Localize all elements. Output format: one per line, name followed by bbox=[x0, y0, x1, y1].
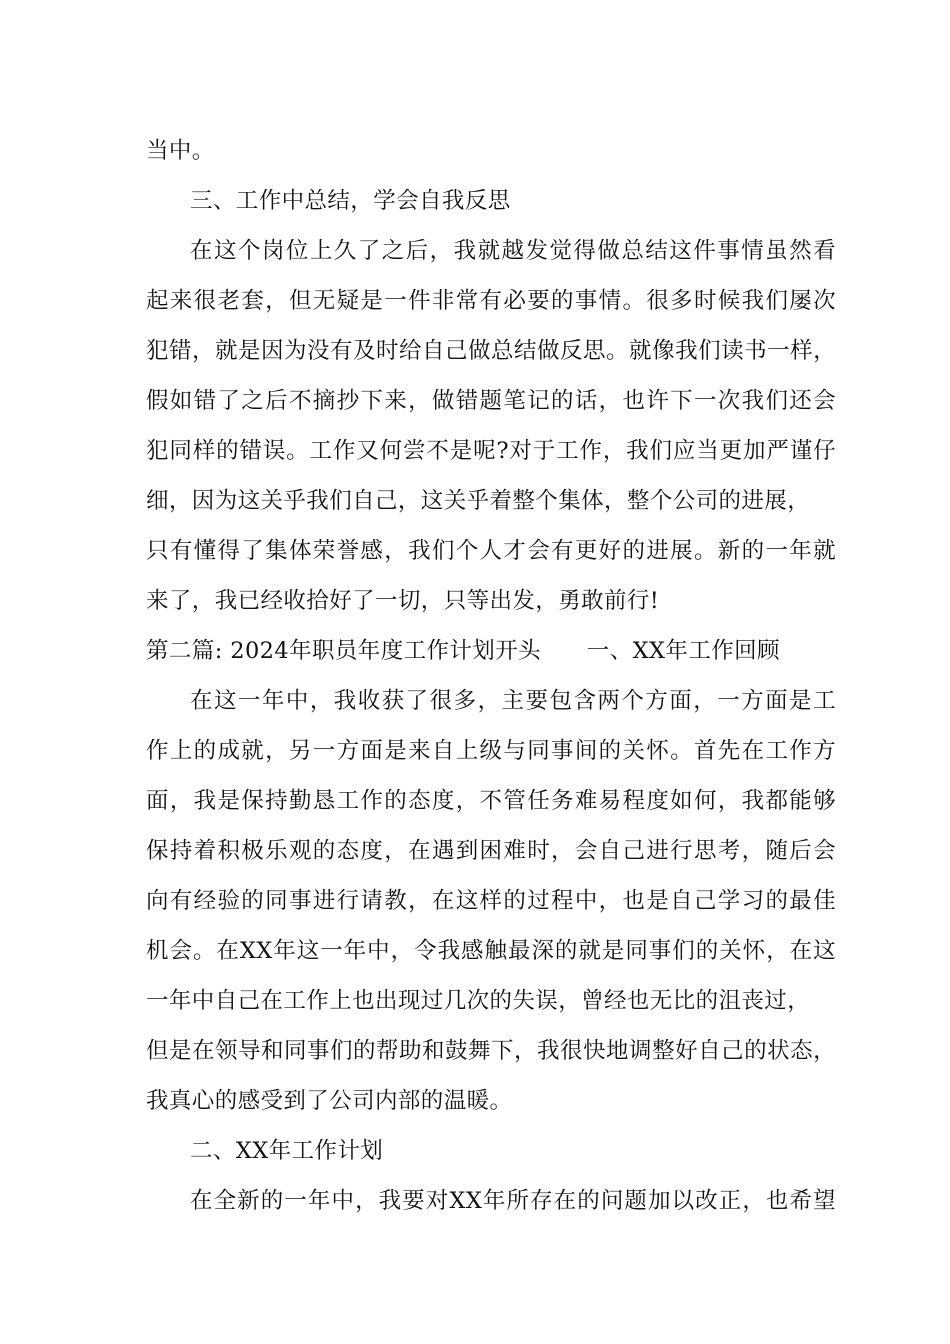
text-line: 只有懂得了集体荣誉感，我们个人才会有更好的进展。新的一年就 bbox=[146, 538, 836, 564]
text-line: 向有经验的同事进行请教，在这样的过程中，也是自己学习的最佳 bbox=[146, 888, 836, 914]
text-line: 面，我是保持勤恳工作的态度，不管任务难易程度如何，我都能够 bbox=[146, 788, 836, 814]
text-line: 在全新的一年中，我要对XX年所存在的问题加以改正，也希望 bbox=[190, 1188, 836, 1214]
section-heading: 二、XX年工作计划 bbox=[190, 1138, 384, 1164]
text-line: 当中。 bbox=[146, 138, 215, 164]
text-line: 来了，我已经收拾好了一切，只等出发，勇敢前行! bbox=[146, 588, 660, 614]
text-line: 犯同样的错误。工作又何尝不是呢?对于工作，我们应当更加严谨仔 bbox=[146, 438, 836, 464]
text-line: 一年中自己在工作上也出现过几次的失误，曾经也无比的沮丧过， bbox=[146, 988, 811, 1014]
text-line: 我真心的感受到了公司内部的温暖。 bbox=[146, 1088, 513, 1114]
text-line: 起来很老套，但无疑是一件非常有必要的事情。很多时候我们屡次 bbox=[146, 288, 836, 314]
text-line: 犯错，就是因为没有及时给自己做总结做反思。就像我们读书一样， bbox=[146, 338, 836, 364]
text-line: 在这一年中，我收获了很多，主要包含两个方面，一方面是工 bbox=[190, 688, 836, 714]
text-line: 细，因为这关乎我们自己，这关乎着整个集体，整个公司的进展， bbox=[146, 488, 811, 514]
chapter-heading: 第二篇: 2024年职员年度工作计划开头 一、XX年工作回顾 bbox=[146, 638, 780, 664]
text-line: 作上的成就，另一方面是来自上级与同事间的关怀。首先在工作方 bbox=[146, 738, 836, 764]
text-line: 保持着积极乐观的态度，在遇到困难时，会自己进行思考，随后会 bbox=[146, 838, 836, 864]
section-heading: 三、工作中总结，学会自我反思 bbox=[190, 188, 511, 214]
text-line: 机会。在XX年这一年中，令我感触最深的就是同事们的关怀，在这 bbox=[146, 938, 836, 964]
text-line: 但是在领导和同事们的帮助和鼓舞下，我很快地调整好自己的状态， bbox=[146, 1038, 836, 1064]
text-line: 在这个岗位上久了之后，我就越发觉得做总结这件事情虽然看 bbox=[190, 238, 836, 264]
text-line: 假如错了之后不摘抄下来，做错题笔记的话，也许下一次我们还会 bbox=[146, 388, 836, 414]
